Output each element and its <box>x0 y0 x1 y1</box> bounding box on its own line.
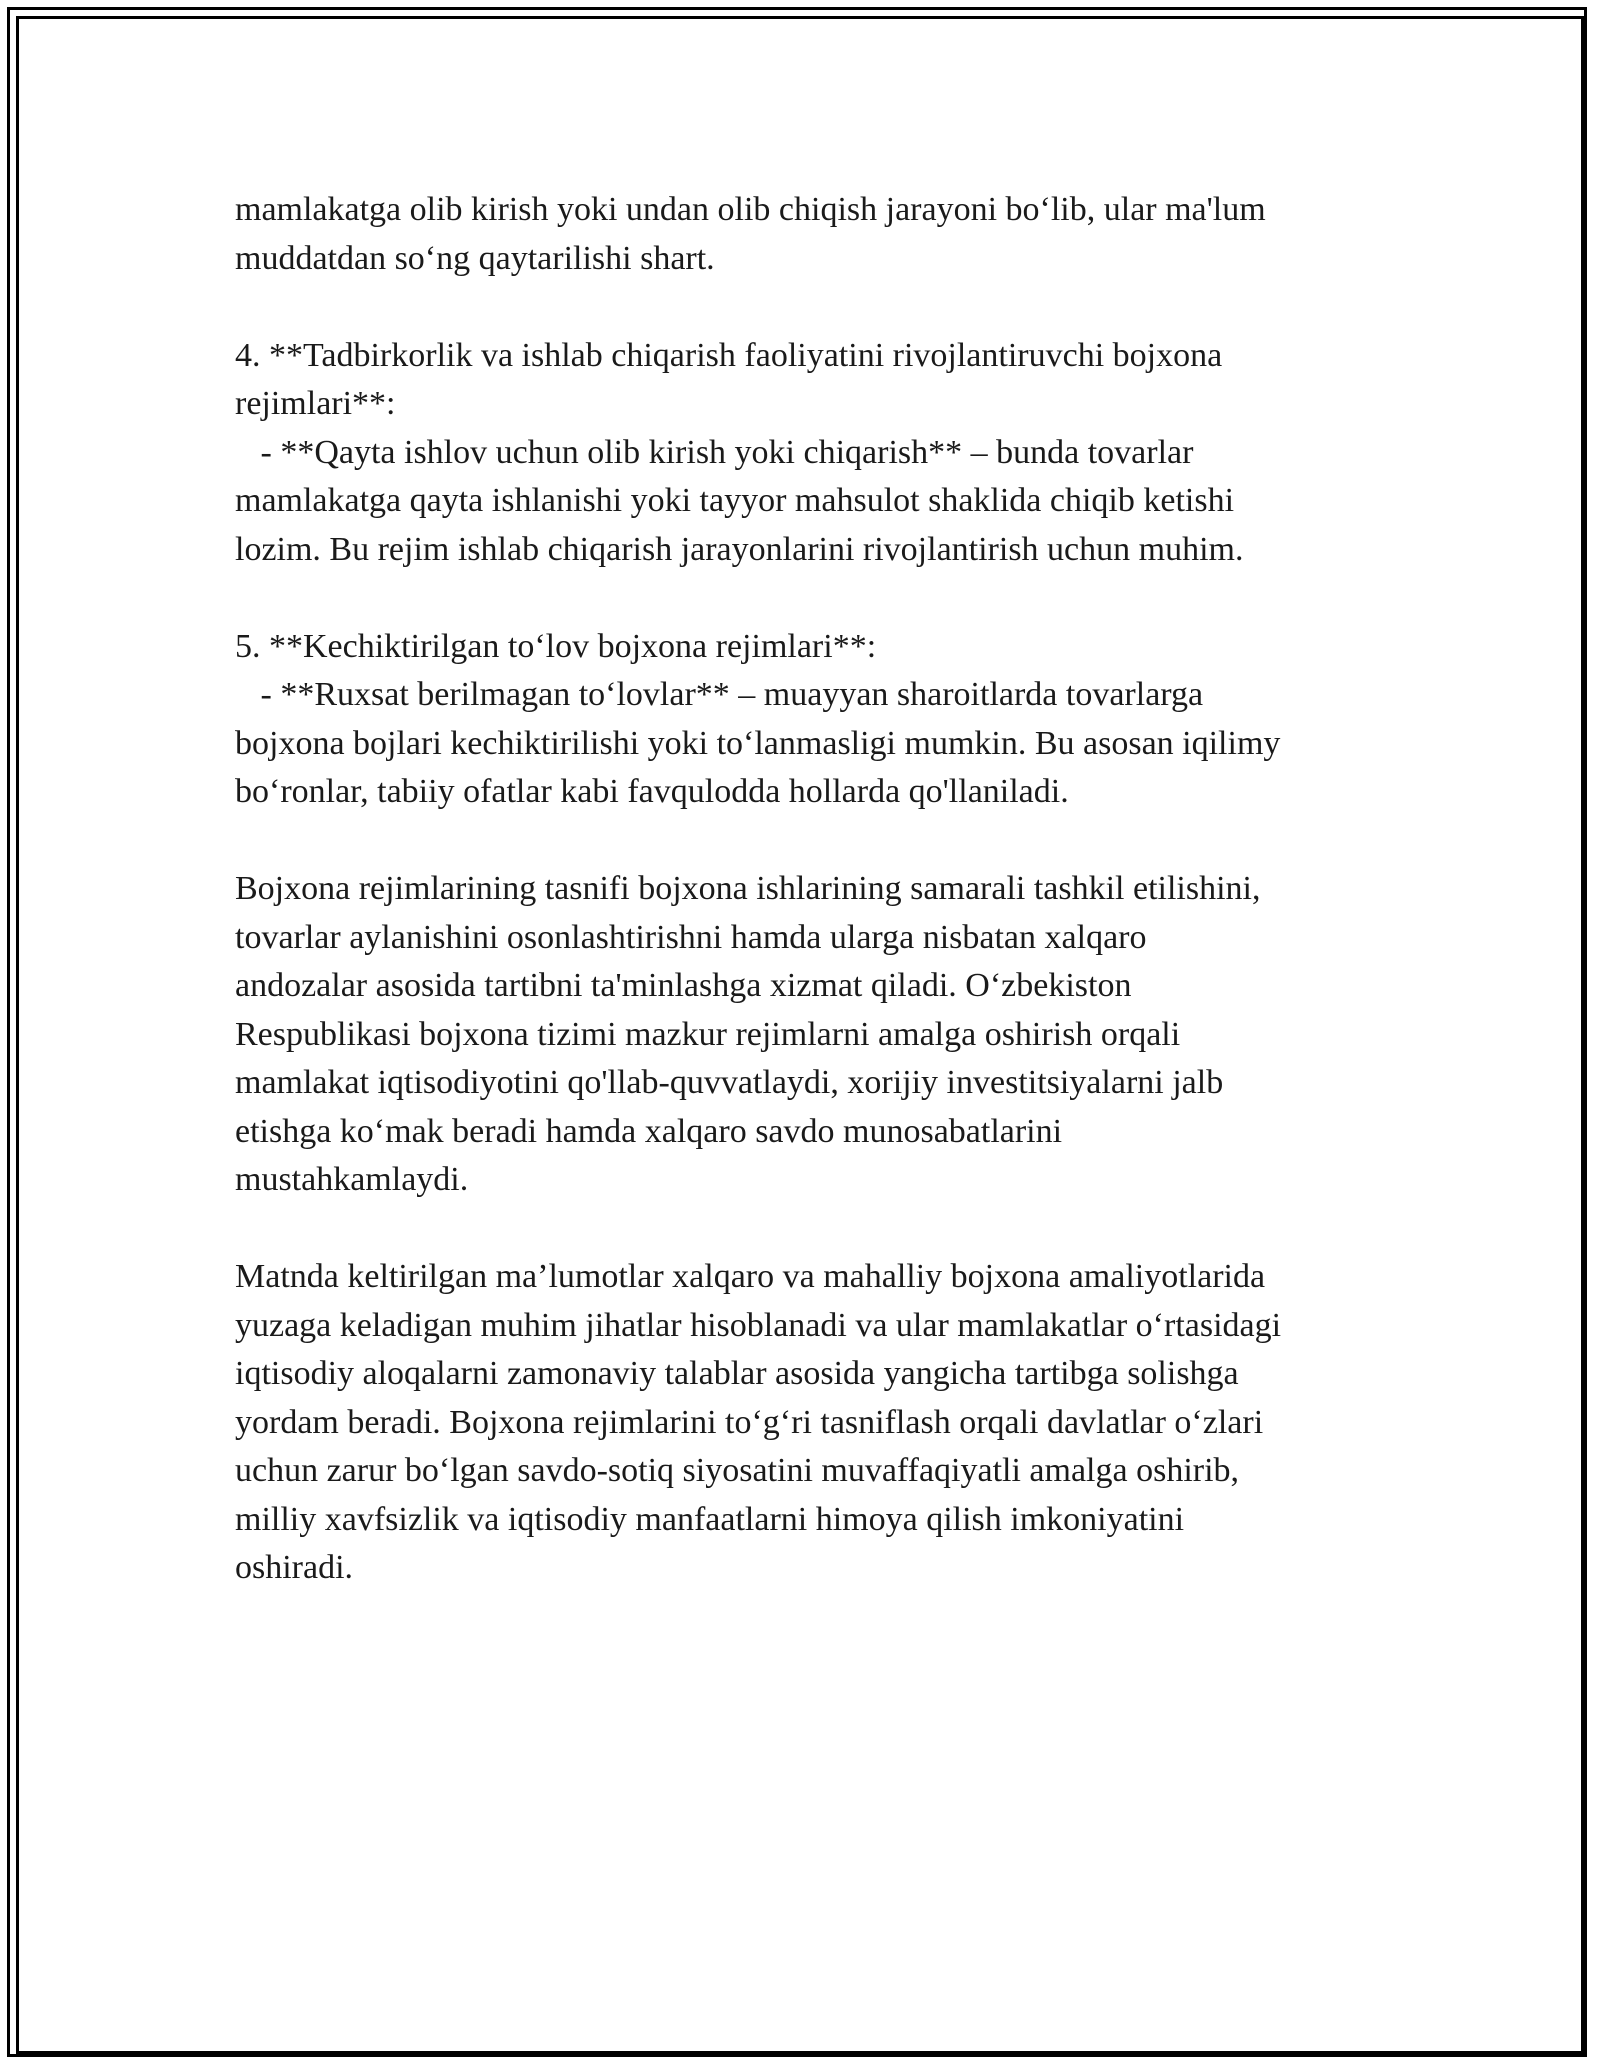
text-line: 4. **Tadbirkorlik va ishlab chiqarish faoliyatini rivojlantiruvchi bojxona <box>235 336 1223 374</box>
text-line: iqtisodiy aloqalarni zamonaviy talablar asosida yangicha tartibga solishga <box>235 1355 1239 1392</box>
text-line: lozim. Bu rejim ishlab chiqarish jarayonlarini rivojlantirish uchun muhim. <box>235 530 1244 568</box>
text-line: bo‘ronlar, tabiiy ofatlar kabi favqulodda hollarda qo'llaniladi. <box>235 773 1069 810</box>
text-line: bojxona bojlari kechiktirilishi yoki to‘lanmasligi mumkin. Bu asosan iqilimy <box>235 724 1281 762</box>
text-line: - **Qayta ishlov uchun olib kirish yoki chiqarish** – bunda tovarlar <box>235 433 1194 471</box>
text-line: Respublikasi bojxona tizimi mazkur rejimlarni amalga oshirish orqali <box>235 1015 1181 1053</box>
text-line: mamlakatga qayta ishlanishi yoki tayyor mahsulot shaklida chiqib ketishi <box>235 482 1235 519</box>
paragraph-conclusion <box>235 1253 1385 1593</box>
text-line: mamlakat iqtisodiyotini qo'llab-quvvatlaydi, xorijiy investitsiyalarni jalb <box>235 1064 1224 1101</box>
paragraph-continuation <box>235 186 1385 283</box>
section-4 <box>235 332 1385 575</box>
text-line: 5. **Kechiktirilgan to‘lov bojxona rejimlari**: <box>235 627 877 665</box>
section-5 <box>235 623 1385 817</box>
paragraph-classification <box>235 865 1385 1205</box>
text-line: oshiradi. <box>235 1549 354 1586</box>
text-line: - **Ruxsat berilmagan to‘lovlar** – muayyan sharoitlarda tovarlarga <box>235 676 1204 713</box>
text-line: andozalar asosida tartibni ta'minlashga xizmat qiladi. O‘zbekiston <box>235 967 1132 1004</box>
paragraph-spacer <box>235 817 1385 866</box>
text-line: Bojxona rejimlarining tasnifi bojxona ishlarining samarali tashkil etilishini, <box>235 870 1261 907</box>
text-line: tovarlar aylanishini osonlashtirishni hamda ularga nisbatan xalqaro <box>235 918 1147 956</box>
text-line: yordam beradi. Bojxona rejimlarini to‘g‘ri tasniflash orqali davlatlar o‘zlari <box>235 1403 1264 1441</box>
text-line: mamlakatga olib kirish yoki undan olib chiqish jarayoni bo‘lib, ular ma'lum <box>235 191 1266 228</box>
text-line: rejimlari**: <box>235 385 396 422</box>
text-line: milliy xavfsizlik va iqtisodiy manfaatlarni himoya qilish imkoniyatini <box>235 1500 1185 1538</box>
paragraph-spacer <box>235 1205 1385 1254</box>
text-line: yuzaga keladigan muhim jihatlar hisoblanadi va ular mamlakatlar o‘rtasidagi <box>235 1306 1282 1344</box>
paragraph-spacer <box>235 283 1385 332</box>
document-body <box>235 186 1385 1593</box>
text-line: uchun zarur bo‘lgan savdo-sotiq siyosatini muvaffaqiyatli amalga oshirib, <box>235 1452 1240 1489</box>
paragraph-spacer <box>235 574 1385 623</box>
text-line: mustahkamlaydi. <box>235 1161 469 1198</box>
text-line: muddatdan so‘ng qaytarilishi shart. <box>235 239 715 277</box>
text-line: Matnda keltirilgan ma’lumotlar xalqaro va mahalliy bojxona amaliyotlarida <box>235 1258 1266 1295</box>
text-line: etishga ko‘mak beradi hamda xalqaro savdo munosabatlarini <box>235 1112 1063 1150</box>
